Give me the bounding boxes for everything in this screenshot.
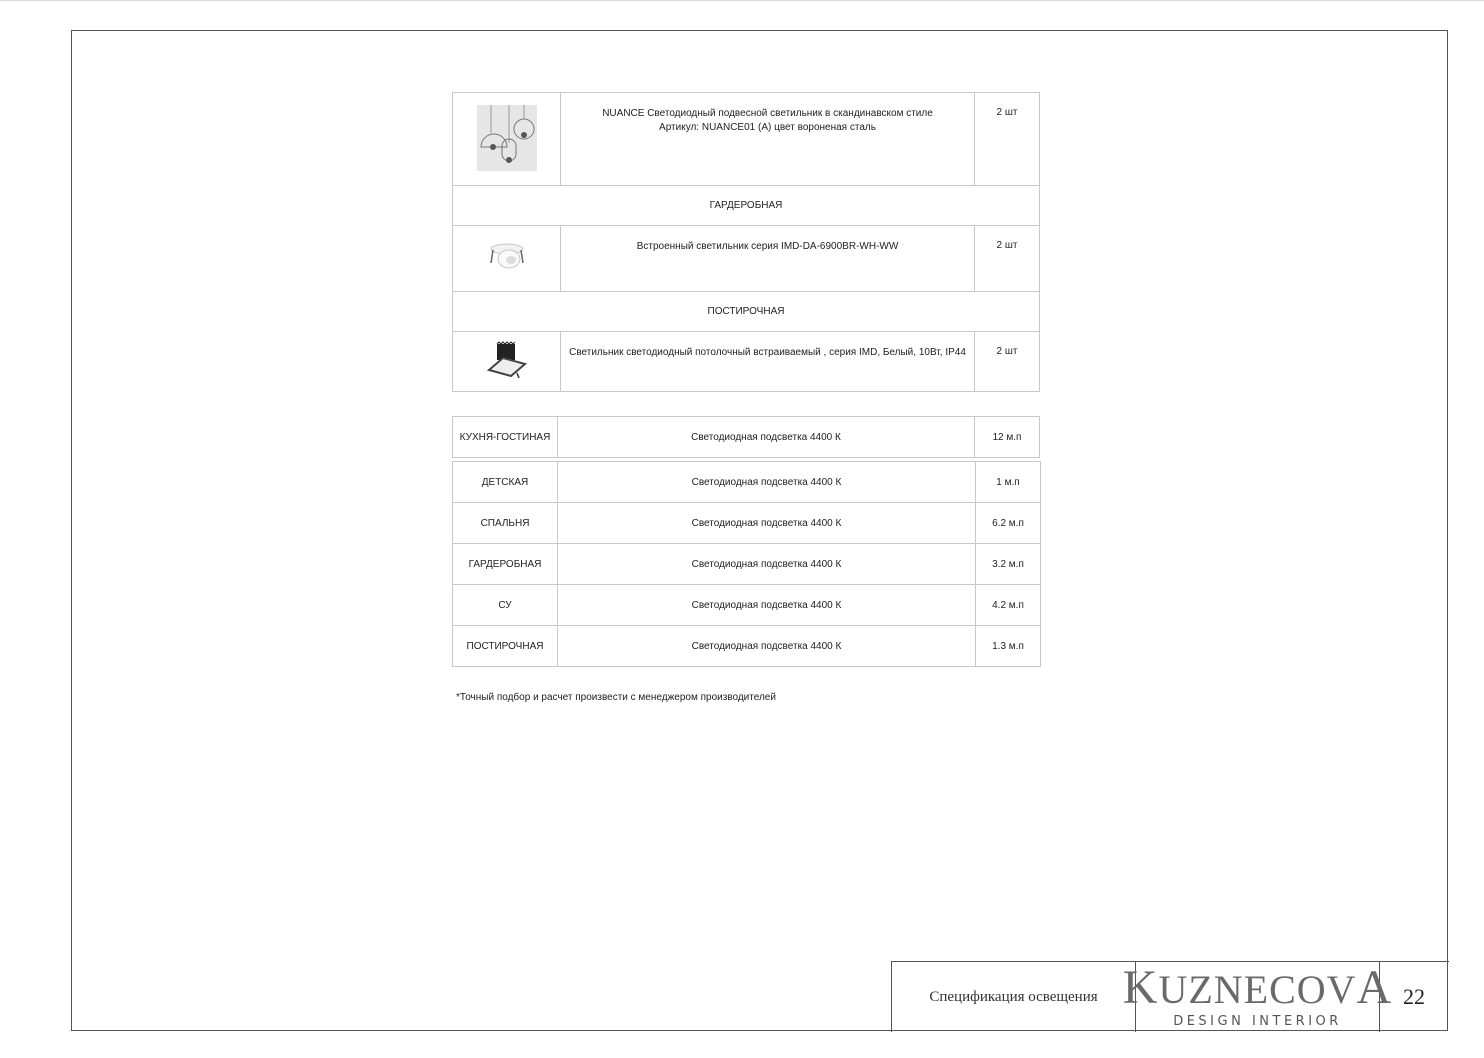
pendant-lamp-image [477, 105, 537, 171]
quantity-cell: 2 шт [975, 226, 1040, 292]
led-strip-table [452, 461, 1041, 667]
image-cell [453, 226, 561, 292]
company-logo [1122, 960, 1393, 1032]
quantity-cell: 2 шт [975, 332, 1040, 392]
sheet-title: Спецификация освещения [892, 962, 1136, 1032]
table-row [453, 417, 1040, 458]
item-name: Встроенный светильник серия IMD-DA-6900BR-WH-WW [636, 241, 899, 252]
footnote: *Точный подбор и расчет произвести с менеджером производителей [456, 692, 776, 703]
recessed-spotlight-image [485, 239, 529, 275]
title-block [891, 961, 1449, 1032]
led-strip-table-kitchen [452, 416, 1040, 458]
image-cell [453, 332, 561, 392]
fixtures-table [452, 92, 1040, 392]
item-name: Светильник светодиодный потолочный встраиваемый , серия IMD, Белый, 10Вт, IP44 [569, 347, 966, 358]
item-article: Артикул: NUANCE01 (A) цвет вороненая сталь [659, 122, 876, 133]
item-cell: Светодиодная подсветка 4400 К [558, 462, 976, 503]
section-row [453, 292, 1040, 332]
description-cell [561, 226, 975, 292]
section-label: ПОСТИРОЧНАЯ [453, 292, 1040, 332]
table-row [453, 462, 1041, 503]
description-cell [561, 332, 975, 392]
room-cell: ГАРДЕРОБНАЯ [453, 544, 558, 585]
table-row [453, 585, 1041, 626]
room-cell: КУХНЯ-ГОСТИНАЯ [453, 417, 558, 458]
item-cell: Светодиодная подсветка 4400 К [558, 503, 976, 544]
section-row [453, 186, 1040, 226]
logo-wordmark: KUZNECOVA [1122, 960, 1393, 1014]
quantity-cell: 2 шт [975, 93, 1040, 186]
logo-subtitle: DESIGN INTERIOR [1173, 1013, 1342, 1029]
room-cell: СПАЛЬНЯ [453, 503, 558, 544]
length-cell: 6.2 м.п [976, 503, 1041, 544]
image-cell [453, 93, 561, 186]
room-cell: СУ [453, 585, 558, 626]
square-downlight-image [485, 340, 529, 380]
length-cell: 12 м.п [975, 417, 1040, 458]
section-label: ГАРДЕРОБНАЯ [453, 186, 1040, 226]
table-row [453, 544, 1041, 585]
table-row [453, 503, 1041, 544]
page-number: 22 [1403, 984, 1425, 1009]
item-cell: Светодиодная подсветка 4400 К [558, 544, 976, 585]
table-row [453, 226, 1040, 292]
item-cell: Светодиодная подсветка 4400 К [558, 626, 976, 667]
item-cell: Светодиодная подсветка 4400 К [558, 585, 976, 626]
length-cell: 1.3 м.п [976, 626, 1041, 667]
length-cell: 4.2 м.п [976, 585, 1041, 626]
room-cell: ПОСТИРОЧНАЯ [453, 626, 558, 667]
table-row [453, 626, 1041, 667]
room-cell: ДЕТСКАЯ [453, 462, 558, 503]
length-cell: 3.2 м.п [976, 544, 1041, 585]
length-cell: 1 м.п [976, 462, 1041, 503]
page-top-edge [0, 0, 1484, 1]
table-row [453, 332, 1040, 392]
item-cell: Светодиодная подсветка 4400 К [558, 417, 975, 458]
description-cell [561, 93, 975, 186]
table-row [453, 93, 1040, 186]
item-name: NUANCE Светодиодный подвесной светильник в скандинавском стиле [602, 108, 933, 119]
